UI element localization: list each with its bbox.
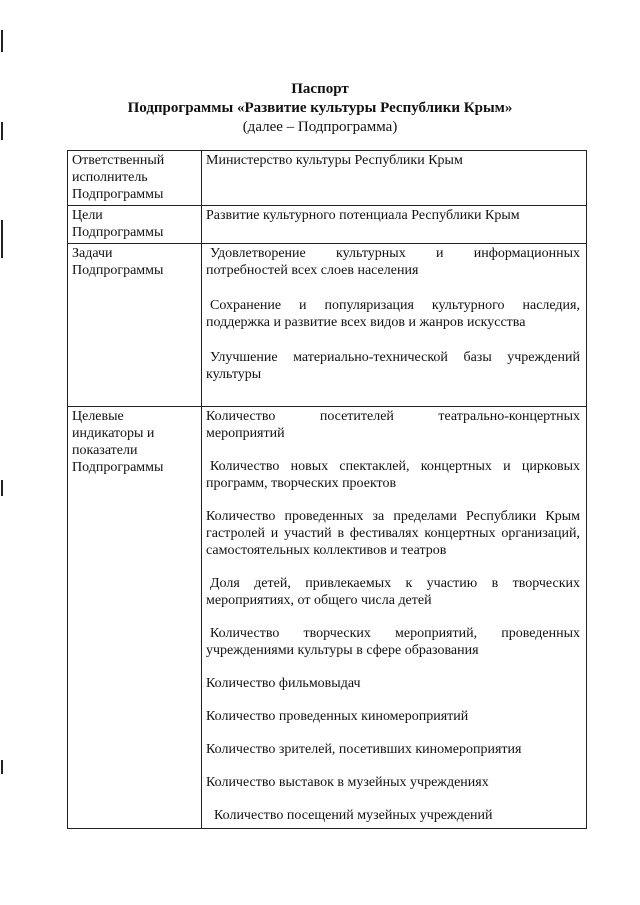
scan-edge-mark [1, 30, 3, 52]
row-label-cell [68, 244, 202, 407]
list-item: Количество фильмовыдач [206, 676, 361, 691]
document-note: (далее – Подпрограмма) [242, 119, 398, 135]
scan-edge-mark [1, 760, 3, 774]
row-label: Целевые индикаторы и показатели Подпрограммы [72, 409, 164, 475]
list-item: Улучшение материально-технической базы учреждений культуры [206, 350, 580, 382]
row-value-cell [202, 206, 587, 244]
table-row-executor [68, 151, 587, 206]
row-value-cell [202, 151, 587, 206]
row-value: Развитие культурного потенциала Республики Крым [206, 208, 520, 223]
document-title: Паспорт [291, 81, 349, 97]
list-item: Доля детей, привлекаемых к участию в творческих мероприятиях, от общего числа детей [206, 576, 580, 608]
scan-edge-mark [1, 220, 3, 258]
row-value-cell [202, 244, 587, 407]
list-item: Количество новых спектаклей, концертных и цирковых программ, творческих проектов [206, 459, 580, 491]
row-label-cell [68, 407, 202, 829]
row-label-cell [68, 206, 202, 244]
row-label: Цели Подпрограммы [72, 208, 164, 240]
list-item: Количество зрителей, посетивших киномероприятия [206, 742, 522, 757]
scan-edge-mark [1, 480, 3, 496]
list-item: Количество посетителей театрально-концертных мероприятий [206, 409, 580, 441]
list-item: Количество посещений музейных учреждений [214, 808, 493, 823]
table-row-goals [68, 206, 587, 244]
table-row-indicators [68, 407, 587, 829]
row-label: Задачи Подпрограммы [72, 246, 164, 278]
list-item: Количество проведенных за пределами Республики Крым гастролей и участий в фестивалях концертных организаций, самостоятельных коллективов и театров [206, 509, 580, 558]
document-subtitle: Подпрограммы «Развитие культуры Республики Крым» [127, 100, 513, 116]
row-value: Министерство культуры Республики Крым [206, 153, 463, 168]
document-header [0, 80, 640, 137]
list-item: Удовлетворение культурных и информационных потребностей всех слоев населения [206, 246, 580, 278]
row-label: Ответственный исполнитель Подпрограммы [72, 153, 165, 202]
row-label-cell [68, 151, 202, 206]
table-row-tasks [68, 244, 587, 407]
list-item: Сохранение и популяризация культурного наследия, поддержка и развитие всех видов и жанров искусства [206, 298, 580, 330]
row-value-cell [202, 407, 587, 829]
list-item: Количество творческих мероприятий, проведенных учреждениями культуры в сфере образования [206, 626, 580, 658]
list-item: Количество выставок в музейных учреждениях [206, 775, 489, 790]
list-item: Количество проведенных киномероприятий [206, 709, 469, 724]
passport-table [67, 150, 587, 829]
